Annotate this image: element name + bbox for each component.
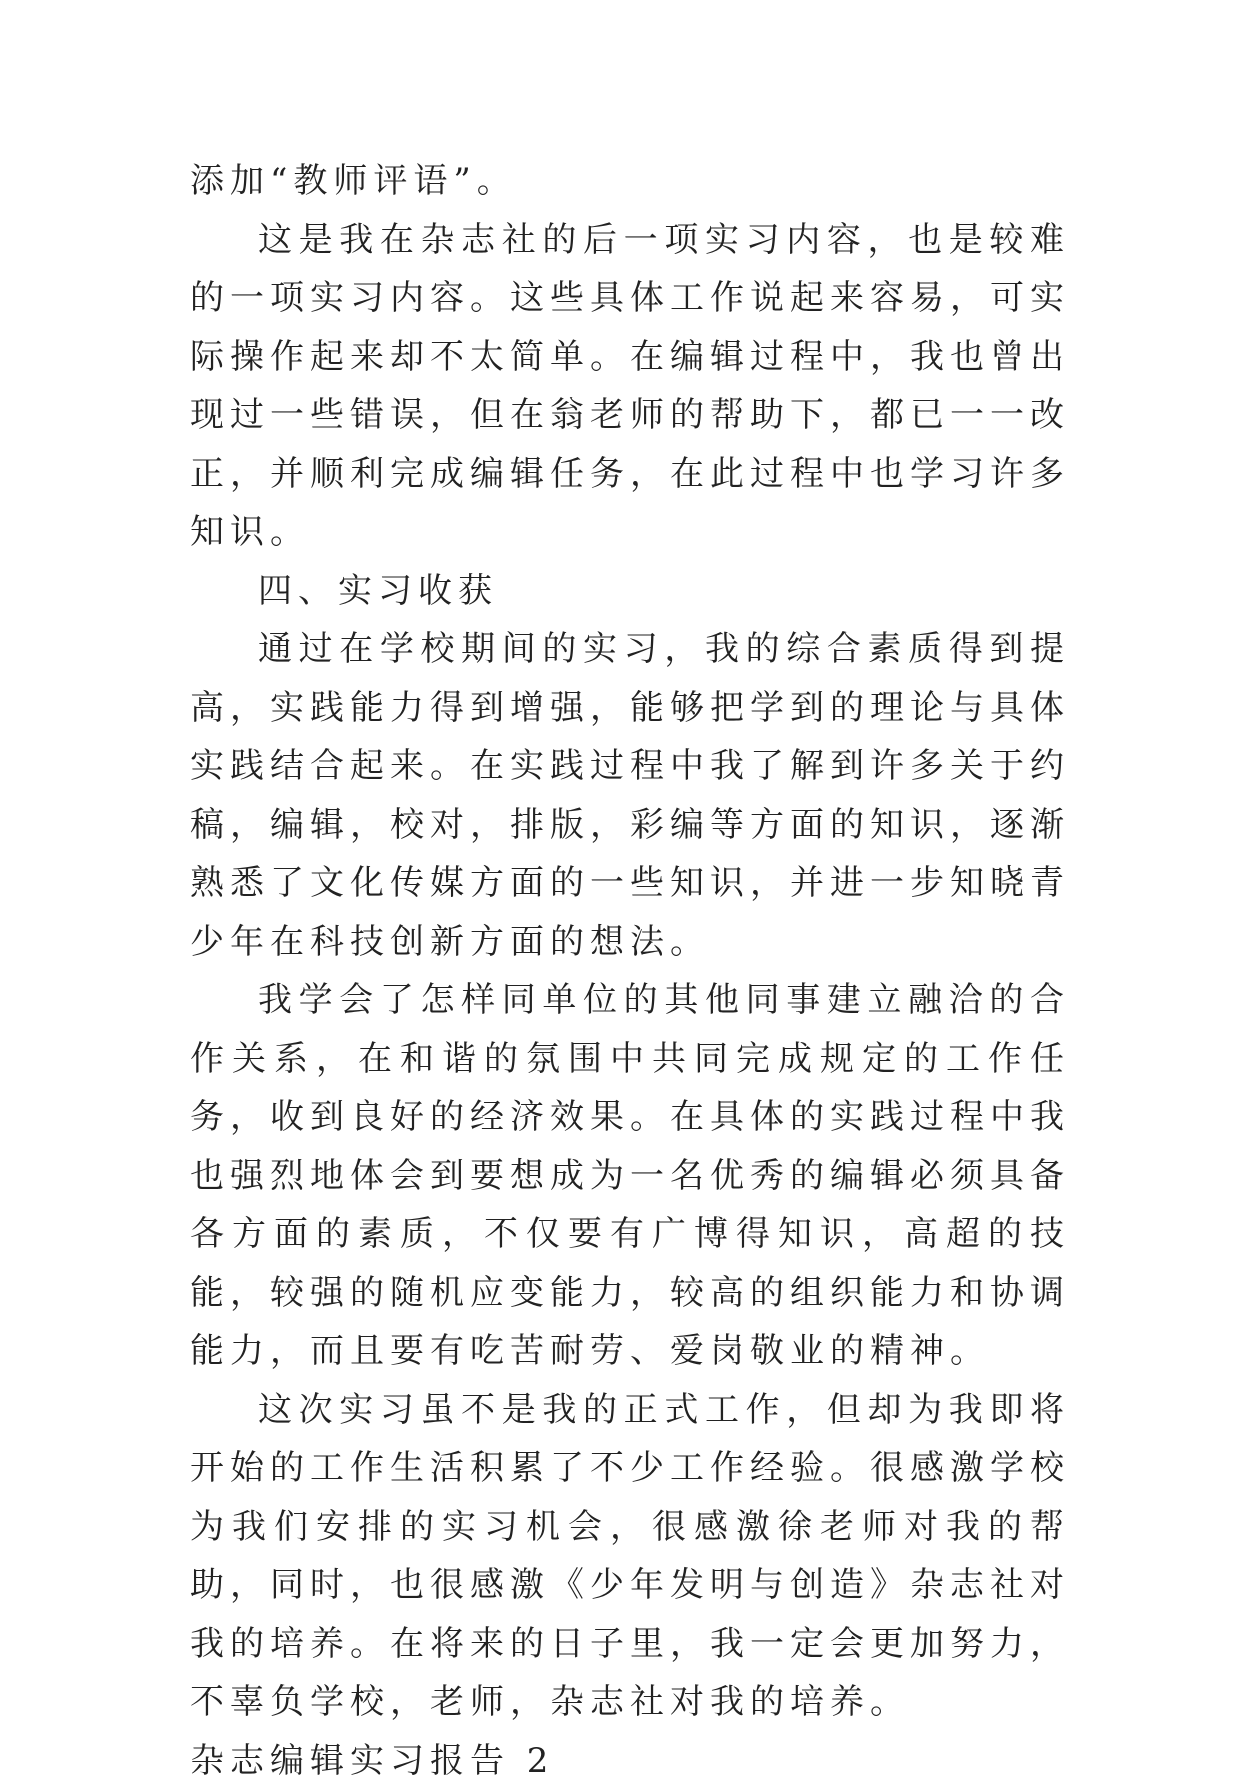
paragraph-skills-improved: 通过在学校期间的实习，我的综合素质得到提高，实践能力得到增强，能够把学到的理论与具体实践结合起来。在实践过程中我了解到许多关于约稿，编辑，校对，排版，彩编等方面的知识，逐渐熟悉了文化传媒方面的一些知识，并进一步知晓青少年在科技创新方面的想法。 — [190, 620, 1070, 971]
paragraph-last-internship-task: 这是我在杂志社的后一项实习内容，也是较难的一项实习内容。这些具体工作说起来容易，可实际操作起来却不太简单。在编辑过程中，我也曾出现过一些错误，但在翁老师的帮助下，都已一一改正，并顺利完成编辑任务，在此过程中也学习许多知识。 — [190, 211, 1070, 562]
document-body — [190, 152, 1070, 1790]
report-title-2: 杂志编辑实习报告 2 — [190, 1732, 1070, 1790]
section-heading-internship-gains: 四、实习收获 — [190, 562, 1070, 621]
paragraph-teamwork: 我学会了怎样同单位的其他同事建立融洽的合作关系，在和谐的氛围中共同完成规定的工作任务，收到良好的经济效果。在具体的实践过程中我也强烈地体会到要想成为一名优秀的编辑必须具备各方面的素质，不仅要有广博得知识，高超的技能，较强的随机应变能力，较高的组织能力和协调能力，而且要有吃苦耐劳、爱岗敬业的精神。 — [190, 971, 1070, 1381]
paragraph-gratitude: 这次实习虽不是我的正式工作，但却为我即将开始的工作生活积累了不少工作经验。很感激学校为我们安排的实习机会，很感激徐老师对我的帮助，同时，也很感激《少年发明与创造》杂志社对我的培养。在将来的日子里，我一定会更加努力，不辜负学校，老师，杂志社对我的培养。 — [190, 1381, 1070, 1732]
paragraph-intro: 添加“教师评语”。 — [190, 152, 1070, 211]
